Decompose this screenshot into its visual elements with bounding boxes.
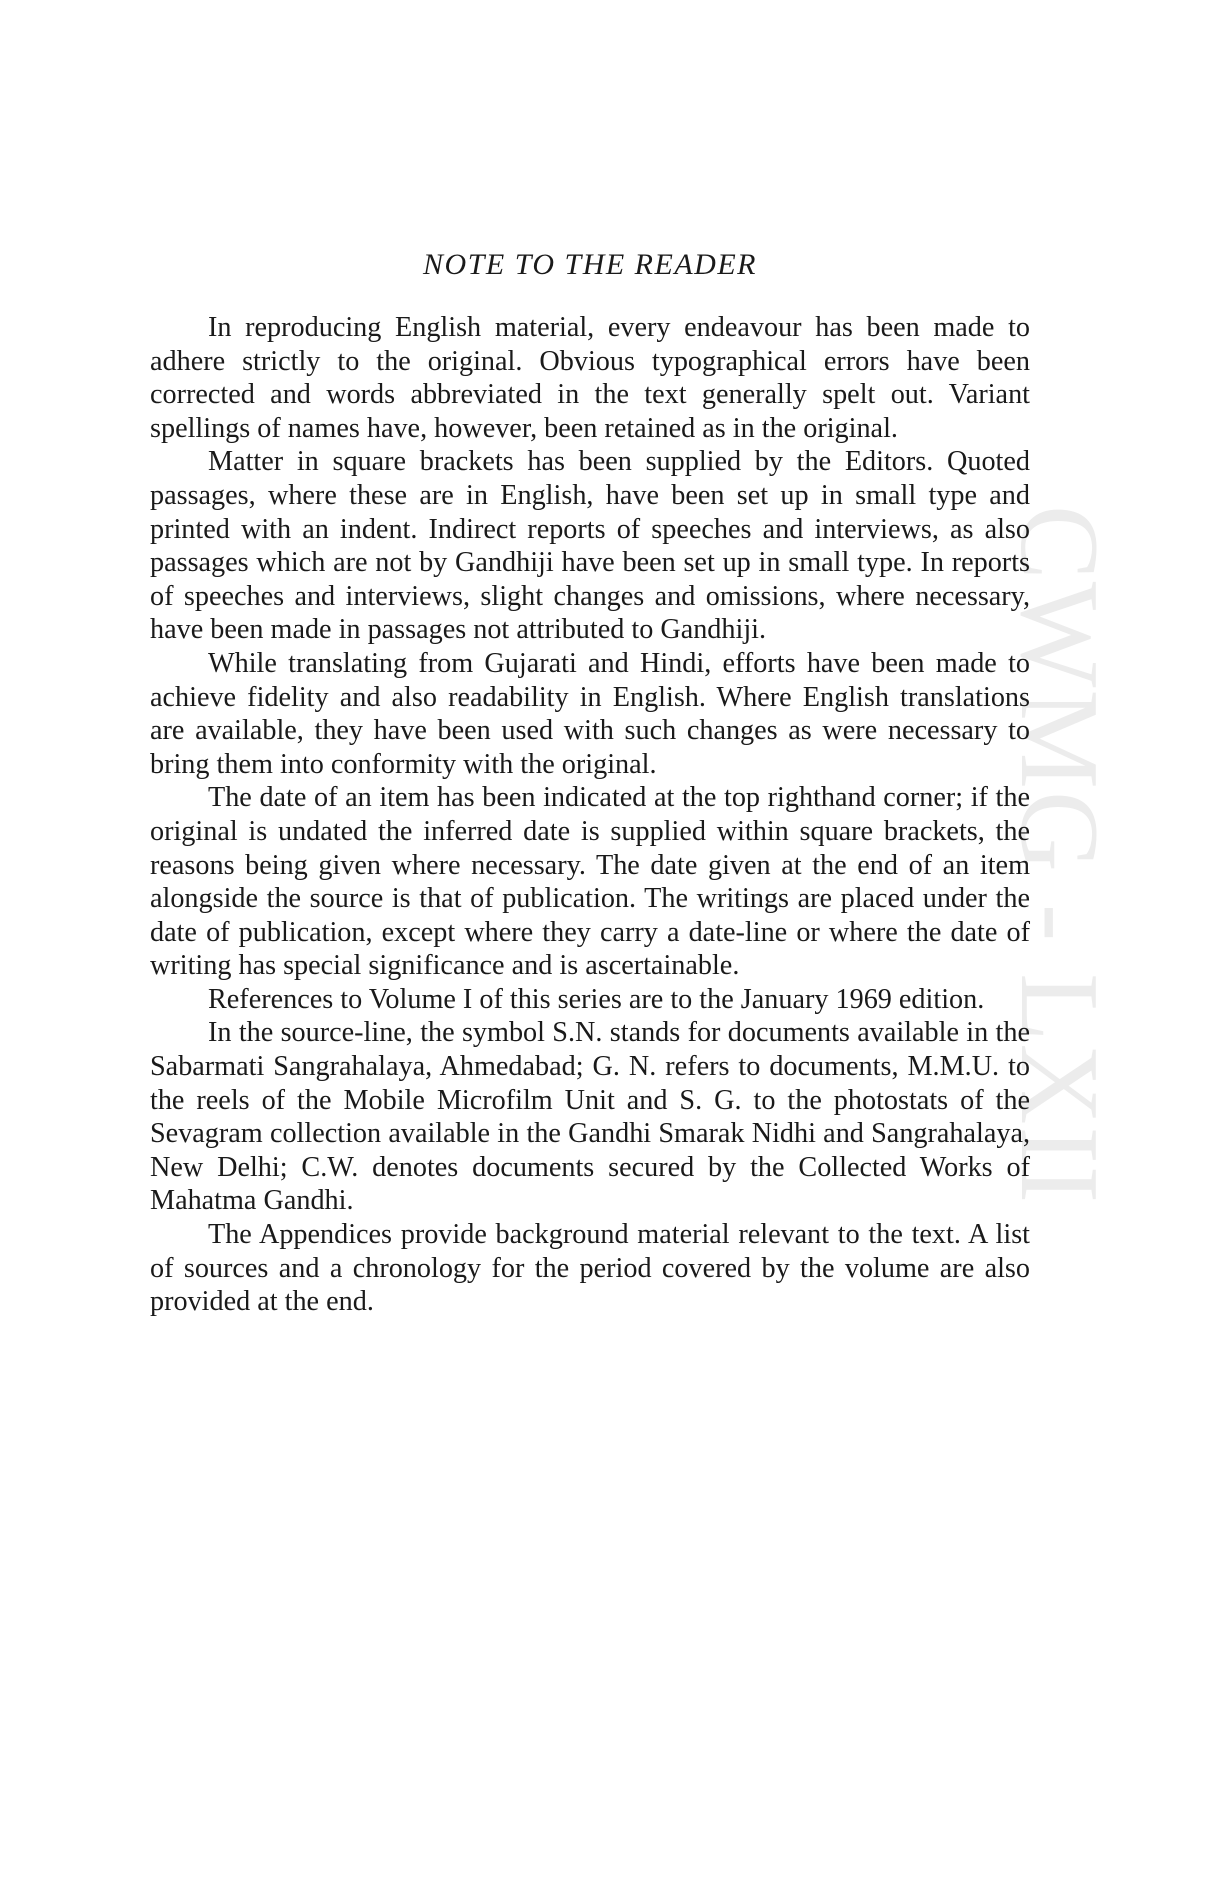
paragraph-volume-reference: References to Volume I of this series are to the January 1969 edition. (208, 983, 985, 1015)
paragraph-square-brackets: Matter in square brackets has been supplied by the Editors. Quoted passages, where these are in English, have been set up in small type and printed with an indent. Indirect reports of speeches and interviews, as also passages which are not by Gandhiji have been set up in small type. In reports of speeches and interviews, slight changes and omissions, where necessary, have been made in passages not attributed to Gandhiji. (150, 446, 1030, 646)
paragraph-translation: While translating from Gujarati and Hindi, efforts have been made to achieve fidelity and also readability in English. Where English translations are available, they have been used with such changes as were necessary to bring them into conformity with the original. (150, 647, 1030, 780)
paragraph-appendices: The Appendices provide background material relevant to the text. A list of sources and a chronology for the period covered by the volume are also provided at the end. (150, 1219, 1030, 1318)
paragraph-source-line: In the source-line, the symbol S.N. stands for documents available in the Sabarmati Sangrahalaya, Ahmedabad; G. N. refers to documents, M.M.U. to the reels of the Mobile Microfilm Unit and S. G. to the photostats of the Sevagram collection available in the Gandhi Smarak Nidhi and Sangrahalaya, New Delhi; C.W. denotes documents secured by the Collected Works of Mahatma Gandhi. (150, 1017, 1030, 1217)
page-title: NOTE TO THE READER (423, 248, 757, 281)
paragraph-dates: The date of an item has been indicated at the top righthand corner; if the original is undated the inferred date is supplied within square brackets, the reasons being given where necessary. The date given at the end of an item alongside the source is that of publication. The writings are placed under the date of publication, except where they carry a date-line or where the date of writing has special significance and is ascertainable. (150, 782, 1030, 982)
document-body (150, 311, 1030, 1319)
watermark-text: CWMG - LXII (997, 505, 1121, 1206)
paragraph-english-material: In reproducing English material, every endeavour has been made to adhere strictly to the original. Obvious typographical errors have been corrected and words abbreviated in the text generally spelt out. Variant spellings of names have, however, been retained as in the original. (150, 312, 1030, 444)
